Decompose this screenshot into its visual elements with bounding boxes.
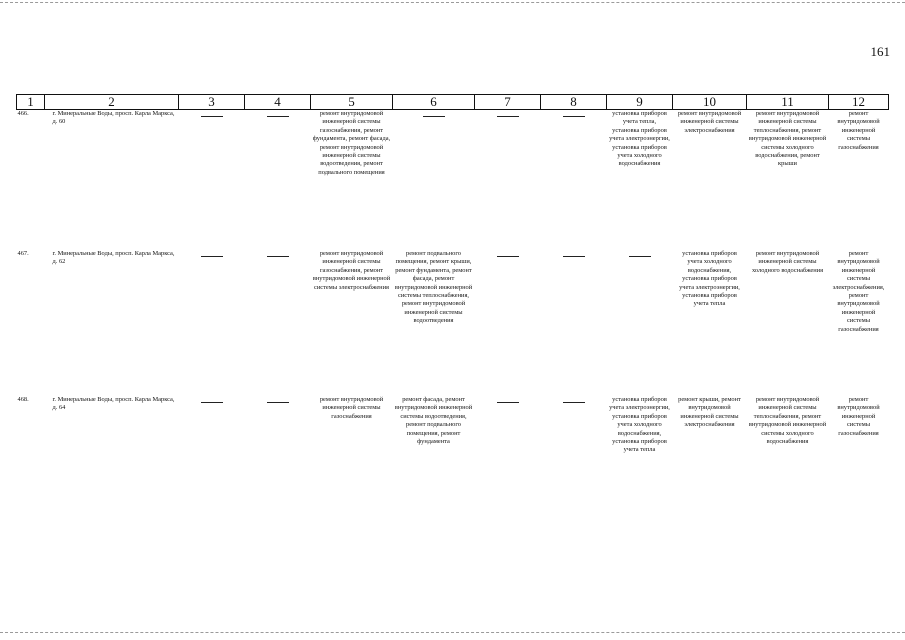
table-row [17, 110, 889, 251]
empty-dash [201, 116, 223, 117]
cell-col6 [393, 110, 475, 251]
column-number: 8 [541, 95, 607, 110]
column-number: 2 [45, 95, 179, 110]
cell-col12: ремонт внутридомовой инженерной системы электроснабжения, ремонт внутридомовой инженерной системы газоснабжения [832, 250, 885, 333]
cell-col11: ремонт внутридомовой инженерной системы теплоснабжения, ремонт внутридомовой инженерной системы холодного водоснабжения, ремонт крыши [748, 110, 827, 168]
column-number: 3 [179, 95, 245, 110]
empty-dash [267, 256, 289, 257]
column-number: 12 [829, 95, 889, 110]
empty-dash [201, 256, 223, 257]
cell-col10: ремонт внутридомовой инженерной системы электроснабжения [677, 110, 742, 134]
page-number: 161 [870, 44, 890, 59]
cell-col9: установка приборов учета электроэнергии, установка приборов учета холодного водоснабжения, установка приборов учета тепла [609, 396, 670, 454]
column-number: 11 [747, 95, 829, 110]
empty-dash [563, 116, 585, 117]
column-number: 5 [311, 95, 393, 110]
column-number: 9 [607, 95, 673, 110]
empty-dash [497, 256, 519, 257]
cell-col8 [541, 396, 607, 526]
cell-col12: ремонт внутридомовой инженерной системы газоснабжения [837, 110, 880, 151]
cell-col9 [607, 250, 673, 396]
cell-col8 [541, 250, 607, 396]
empty-dash [267, 116, 289, 117]
empty-dash [423, 116, 445, 117]
cell-col4 [245, 110, 311, 251]
cell-col3 [179, 250, 245, 396]
scan-edge-top [0, 2, 905, 3]
column-number: 7 [475, 95, 541, 110]
column-number: 6 [393, 95, 475, 110]
cell-col8 [541, 110, 607, 251]
row-address: г. Минеральные Воды, просп. Карла Маркса, д. 60 [52, 110, 175, 126]
column-number: 10 [673, 95, 747, 110]
empty-dash [267, 402, 289, 403]
cell-col5: ремонт внутридомовой инженерной системы газоснабжения [319, 396, 384, 420]
cell-col11: ремонт внутридомовой инженерной системы теплоснабжения, ремонт внутридомовой инженерной системы холодного водоснабжения [748, 396, 827, 446]
cell-col3 [179, 110, 245, 251]
cell-col10: ремонт крыши, ремонт внутридомовой инженерной системы электроснабжения [678, 396, 741, 429]
empty-dash [497, 402, 519, 403]
cell-col6: ремонт подвального помещения, ремонт крыши, ремонт фундамента, ремонт фасада, ремонт внутридомовой инженерной системы теплоснабжения, ремонт внутридомовой инженерной системы водоотведения [394, 250, 473, 325]
cell-col5: ремонт внутридомовой инженерной системы газоснабжения, ремонт фундамента, ремонт фасада, ремонт внутридомовой инженерной системы водоотведения, ремонт подвального помещения [312, 110, 391, 176]
empty-dash [497, 116, 519, 117]
cell-col7 [475, 396, 541, 526]
empty-dash [201, 402, 223, 403]
column-number: 4 [245, 95, 311, 110]
cell-col4 [245, 250, 311, 396]
row-number: 468. [17, 396, 29, 403]
scan-edge-bottom [0, 632, 905, 633]
row-address: г. Минеральные Воды, просп. Карла Маркса, д. 64 [52, 396, 175, 412]
cell-col4 [245, 396, 311, 526]
cell-col3 [179, 396, 245, 526]
empty-dash [629, 256, 651, 257]
cell-col6: ремонт фасада, ремонт внутридомовой инженерной системы водоотведения, ремонт подвального помещения, ремонт фундамента [394, 396, 473, 446]
cell-col9: установка приборов учета тепла, установка приборов учета электроэнергии, установка приборов учета холодного водоснабжения [609, 110, 670, 168]
column-number: 1 [17, 95, 45, 110]
cell-col12: ремонт внутридомовой инженерной системы газоснабжения [837, 396, 880, 437]
row-number: 466. [17, 110, 29, 117]
cell-col11: ремонт внутридомовой инженерной системы холодного водоснабжения [751, 250, 824, 274]
cell-col5: ремонт внутридомовой инженерной системы газоснабжения, ремонт внутридомовой инженерной системы электроснабжения [312, 250, 391, 291]
works-table [16, 94, 889, 526]
empty-dash [563, 402, 585, 403]
cell-col7 [475, 110, 541, 251]
column-number-row [17, 95, 889, 110]
row-number: 467. [17, 250, 29, 257]
table-row [17, 250, 889, 396]
row-address: г. Минеральные Воды, просп. Карла Маркса, д. 62 [52, 250, 175, 266]
cell-col10: установка приборов учета холодного водоснабжения, установка приборов учета электроэнергии, установка приборов учета тепла [679, 250, 740, 308]
empty-dash [563, 256, 585, 257]
cell-col7 [475, 250, 541, 396]
table-row [17, 396, 889, 526]
